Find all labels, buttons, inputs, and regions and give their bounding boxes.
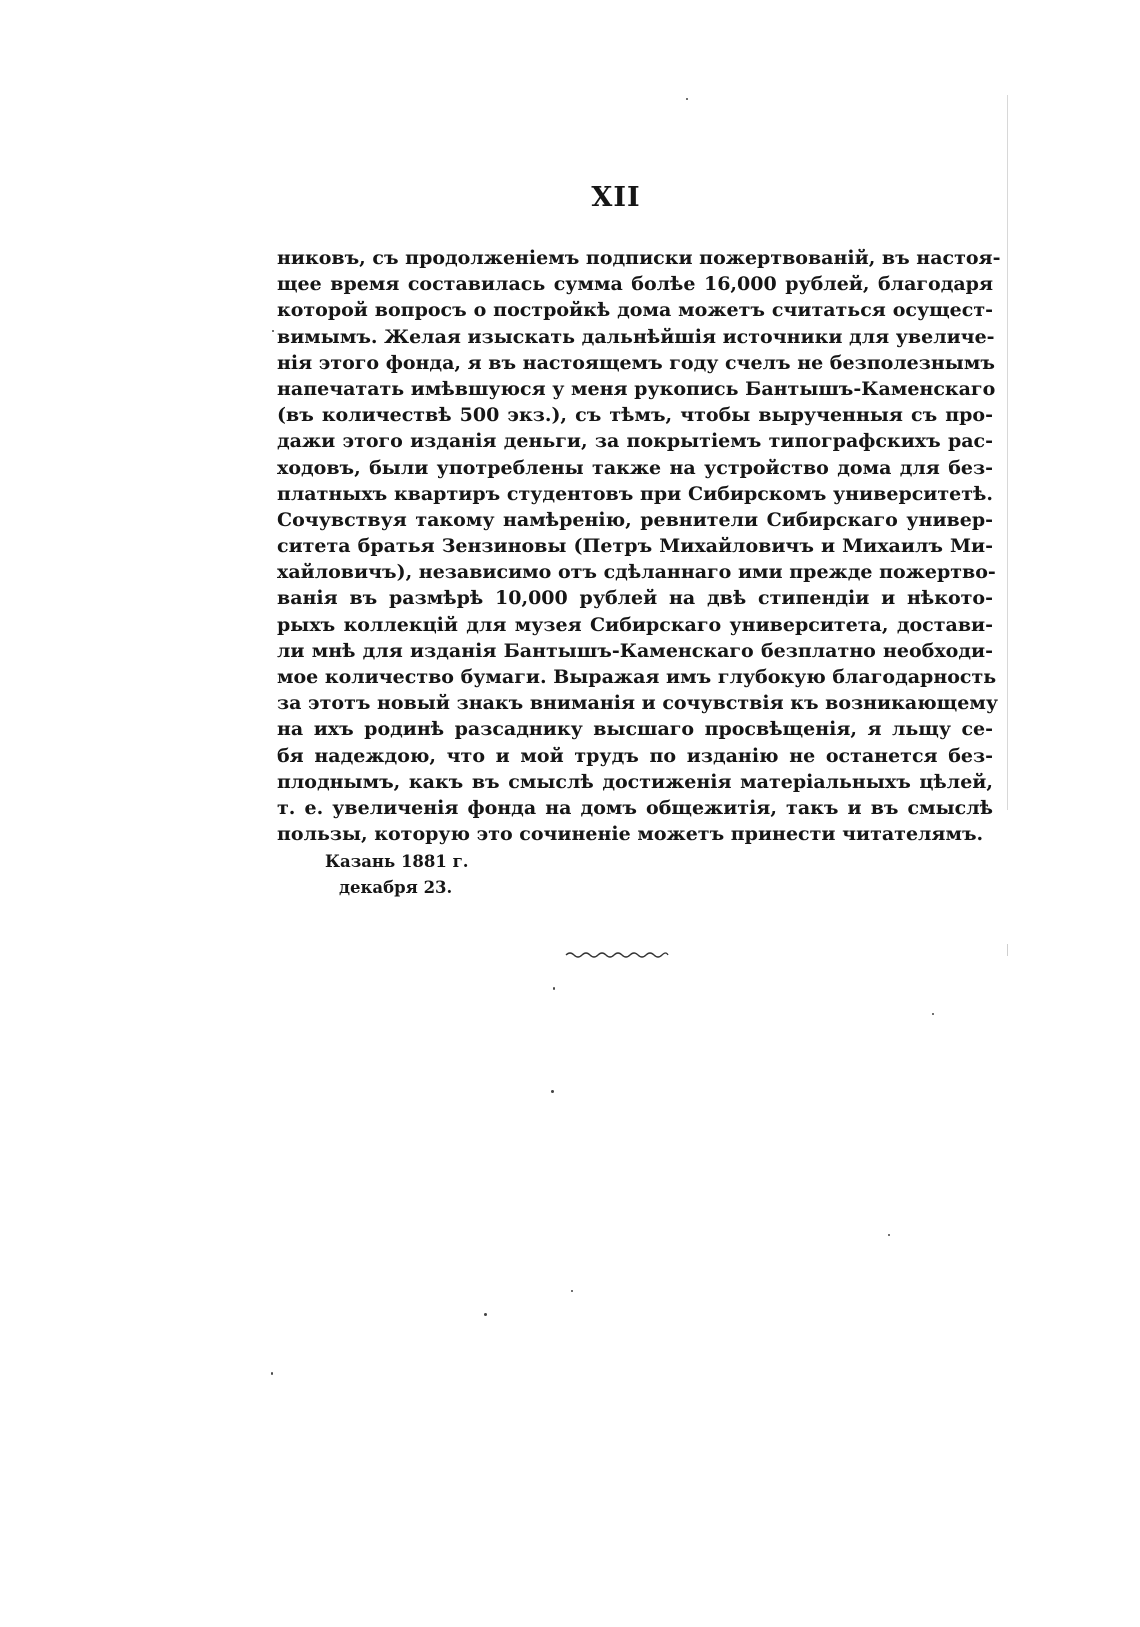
text-line: рыхъ коллекцій для музея Сибирскаго университета, достави- xyxy=(277,613,993,636)
print-speck xyxy=(888,1234,890,1236)
text-line: напечатать имѣвшуюся у меня рукопись Бантышъ-Каменскаго xyxy=(277,377,996,400)
text-line: которой вопросъ о постройкѣ дома можетъ считаться осущест- xyxy=(277,299,993,322)
print-speck xyxy=(272,330,274,332)
print-speck xyxy=(686,98,688,100)
text-line: ли мнѣ для изданія Бантышъ-Каменскаго безплатно необходи- xyxy=(277,639,993,662)
print-speck xyxy=(553,987,555,990)
signature-date: декабря 23. xyxy=(339,878,453,897)
text-line: щее время составилась сумма болѣе 16,000 рублей, благодаря xyxy=(277,273,993,296)
signature-block xyxy=(325,849,468,901)
print-speck xyxy=(484,1313,487,1316)
text-line: ванія въ размѣрѣ 10,000 рублей на двѣ стипендіи и нѣкото- xyxy=(277,587,993,610)
text-line: на ихъ родинѣ разсаднику высшаго просвѣщенія, я льщу се- xyxy=(277,718,993,741)
text-line: дажи этого изданія деньги, за покрытіемъ типографскихъ рас- xyxy=(277,430,993,453)
text-line: хайловичъ), независимо отъ сдѣланнаго ими прежде пожертво- xyxy=(277,561,996,584)
text-line: платныхъ квартиръ студентовъ при Сибирскомъ университетѣ. xyxy=(277,482,993,505)
text-line: т. е. увеличенія фонда на домъ общежитія, такъ и въ смыслѣ xyxy=(277,796,993,819)
text-line: бя надеждою, что и мой трудъ по изданію не останется без- xyxy=(277,744,993,767)
text-line: ситета братья Зензиновы (Петръ Михайловичъ и Михаилъ Ми- xyxy=(277,535,993,558)
text-line: пользы, которую это сочиненіе можетъ принести читателямъ. xyxy=(277,823,984,846)
text-line: нія этого фонда, я въ настоящемъ году счелъ не безполезнымъ xyxy=(277,351,995,374)
print-speck xyxy=(271,1372,273,1375)
signature-place-year: Казань 1881 г. xyxy=(325,852,469,871)
text-line: никовъ, съ продолженіемъ подписки пожертвованій, въ настоя- xyxy=(277,247,1001,269)
text-line: плоднымъ, какъ въ смыслѣ достиженія матеріальныхъ цѣлей, xyxy=(277,770,993,793)
text-line: за этотъ новый знакъ вниманія и сочувствія къ возникающему xyxy=(277,692,998,715)
print-speck xyxy=(932,1013,934,1015)
page-edge-mark xyxy=(1007,944,1008,956)
print-speck xyxy=(571,1290,573,1292)
ornament-divider xyxy=(564,950,669,960)
text-line: (въ количествѣ 500 экз.), съ тѣмъ, чтобы вырученныя съ про- xyxy=(277,404,993,427)
text-line: вимымъ. Желая изыскать дальнѣйшія источники для увеличе- xyxy=(277,325,995,348)
text-line: ходовъ, были употреблены также на устройство дома для без- xyxy=(277,456,993,479)
body-paragraph xyxy=(277,245,1001,847)
page-number: XII xyxy=(591,182,641,213)
text-line: мое количество бумаги. Выражая имъ глубокую благодарность xyxy=(277,666,997,688)
text-line: Сочувствуя такому намѣренію, ревнители Сибирскаго универ- xyxy=(277,508,993,531)
print-speck xyxy=(551,1090,554,1093)
